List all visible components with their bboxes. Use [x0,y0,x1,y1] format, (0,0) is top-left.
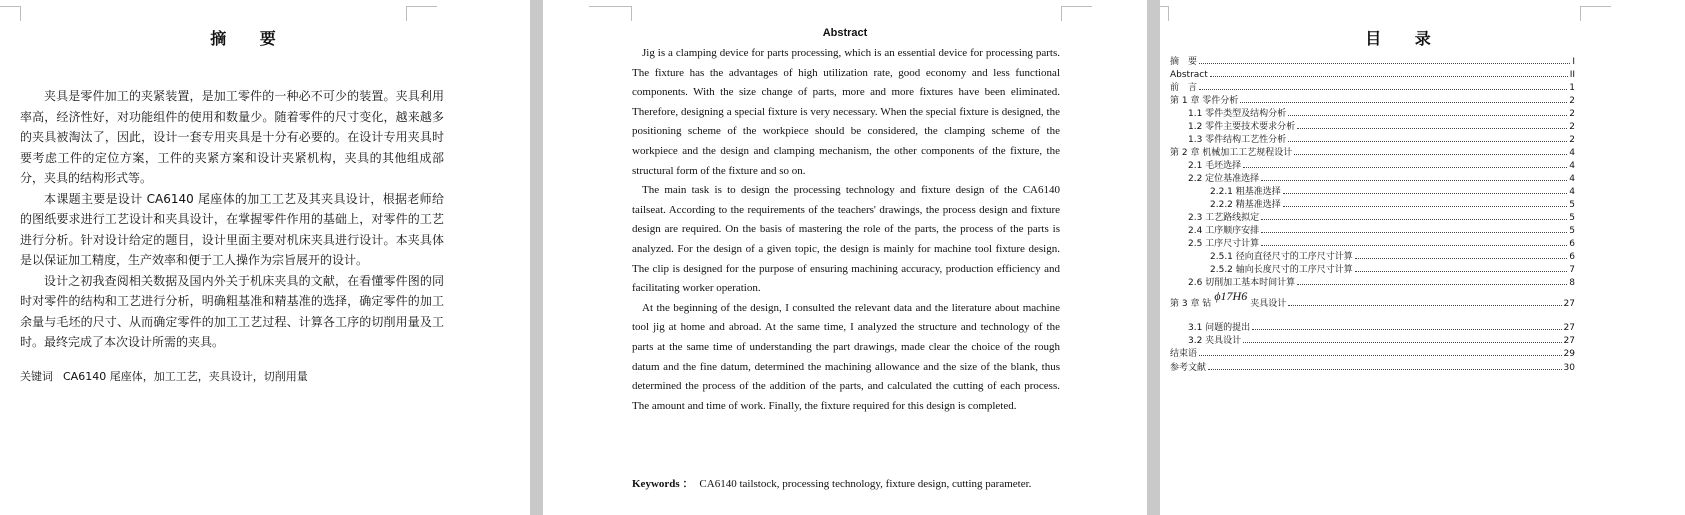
toc-leader-dots [1243,167,1567,168]
page-corner-mark [1580,6,1611,21]
toc-entry-label: 2.6 切削加工基本时间计算 [1188,278,1296,288]
keywords-text: CA6140 tailstock, processing technology, fixture design, cutting parameter. [699,478,1032,490]
toc-entry-page: 29 [1563,349,1575,359]
toc-leader-dots [1252,329,1561,330]
page-corner-mark [406,6,437,21]
toc-entry-page: 4 [1569,174,1575,184]
toc-entry-page: 4 [1569,148,1575,158]
toc-entry-page: 27 [1563,336,1575,346]
toc-entry-page: 1 [1569,83,1575,93]
toc-entry[interactable] [1170,262,1575,275]
toc-leader-dots [1261,219,1567,220]
toc-entry-page: 4 [1569,187,1575,197]
toc-entry[interactable] [1170,54,1575,67]
page-corner-mark [0,6,21,21]
english-keywords [632,477,1060,492]
paragraph: Jig is a clamping device for parts processing, which is an essential device for processing parts. The fixture has the advantages of high utilization rate, good economy and less functional components. With the size change of parts, more and more fixtures have been eliminated. Therefore, designing a special fixture is very necessary. When the special fixture is designed, the positioning scheme of the workpiece should be considered, the clamping scheme of the workpiece and the design and clamping mechanism, the other components of the fixture, the structural form of the fixture and so on. [632,47,1060,177]
toc-entry-label: 参考文献 [1170,363,1207,373]
chinese-keywords [20,368,460,384]
toc-entry-page: 27 [1563,323,1575,333]
toc-leader-dots [1297,284,1567,285]
toc-leader-dots [1199,89,1567,90]
toc-entry[interactable] [1170,119,1575,132]
paragraph: 夹具是零件加工的夹紧装置，是加工零件的一种必不可少的装置。夹具利用率高，经济性好，对功能组件的使用和数量少。随着零件的尺寸变化，越来越多的夹具被淘汰了，因此，设计一套专用夹具是十分有必要的。在设计专用夹具时要考虑工件的定位方案，工件的夹紧方案和设计夹紧机构，夹具的其他组成部分，夹具的结构形式等。 [20,89,444,185]
page-corner-mark [589,6,632,21]
toc-entry[interactable] [1170,171,1575,184]
toc-leader-dots [1210,76,1568,77]
toc-leader-dots [1288,305,1561,306]
toc-entry-page: 5 [1569,226,1575,236]
toc-entry[interactable] [1170,93,1575,106]
toc-entry-label: 1.3 零件结构工艺性分析 [1188,135,1287,145]
chinese-abstract-body [20,86,444,353]
toc-entry-page: 2 [1569,122,1575,132]
keywords-label: Keywords ： [632,478,694,490]
keywords-label: 关键词 [20,370,53,383]
toc-entry[interactable] [1170,158,1575,171]
toc-entry-label: 3.1 问题的提出 [1188,323,1251,333]
toc-entry-page: 5 [1569,213,1575,223]
keywords-text: CA6140 尾座体，加工工艺，夹具设计，切削用量 [63,370,308,383]
toc-entry-symbol: ϕ17H6 [1214,289,1248,303]
toc-entry[interactable] [1170,275,1575,288]
toc-entry[interactable] [1170,210,1575,223]
toc-entry-page: 30 [1563,363,1575,373]
toc-entry-page: I [1572,57,1575,67]
toc-leader-dots [1208,369,1562,370]
toc-entry-page: 27 [1563,299,1575,309]
english-abstract-title: Abstract [822,27,868,39]
toc-leader-dots [1355,271,1568,272]
toc-leader-dots [1240,102,1567,103]
toc-leader-dots [1355,258,1568,259]
toc-entry[interactable] [1170,67,1575,80]
toc-leader-dots [1297,128,1567,129]
paragraph: 设计之初我查阅相关数据及国内外关于机床夹具的文献，在看懂零件图的同时对零件的结构和工艺进行分析，明确粗基准和精基准的选择，确定零件的加工余量与毛坯的尺寸、从而确定零件的加工工艺过程、计算各工序的切削用量及工时。最终完成了本次设计所需的夹具。 [20,273,444,349]
toc-entry-label: 2.5.1 径向直径尺寸的工序尺寸计算 [1210,252,1353,262]
toc-entry[interactable] [1170,184,1575,197]
toc-entry[interactable] [1170,236,1575,249]
toc-leader-dots [1199,63,1570,64]
page-table-of-contents [1160,0,1685,515]
toc-entry-label: 2.5 工序尺寸计算 [1188,239,1260,249]
page-corner-mark [1061,6,1092,21]
toc-leader-dots [1199,355,1562,356]
toc-entry-label: 前 言 [1170,83,1198,93]
toc-entry-label: 2.2.1 粗基准选择 [1210,187,1281,197]
toc-entry-label: 第 3 章 钻 [1170,299,1212,309]
toc-entry-page: 4 [1569,161,1575,171]
toc-entry-label: 2.2.2 精基准选择 [1210,200,1281,210]
toc-entry[interactable] [1170,289,1575,309]
toc-leader-dots [1294,154,1567,155]
toc-leader-dots [1283,193,1568,194]
page-corner-mark [1160,6,1169,21]
page-english-abstract [543,0,1147,515]
toc-entry[interactable] [1170,346,1575,359]
toc-entry-label: 第 1 章 零件分析 [1170,96,1239,106]
toc-entry[interactable] [1170,223,1575,236]
toc-entry-page: II [1569,70,1575,80]
toc-entry-label: Abstract [1170,70,1208,80]
toc-entry[interactable] [1170,132,1575,145]
toc-entry-label: 2.1 毛坯选择 [1188,161,1242,171]
english-abstract-body [632,44,1060,416]
paragraph: At the beginning of the design, I consulted the relevant data and the literature about machine tool jig at home and abroad. At the same time, I analyzed the structure and technology of the parts at the same time of understanding the part drawings, made clear the choice of the rough datum and the fine datum, determined the machining allowance and the size of the blank, thus determined the process of the addition of the parts, and calculated the cutting of each process. The amount and time of work. Finally, the fixture required for this design is completed. [632,301,1060,412]
toc-entry[interactable] [1170,249,1575,262]
toc-entry-label: 2.2 定位基准选择 [1188,174,1260,184]
toc-entry-page: 7 [1569,265,1575,275]
toc-leader-dots [1283,206,1568,207]
toc-entry[interactable] [1170,197,1575,210]
toc-entry-label: 结束语 [1170,349,1198,359]
paragraph: The main task is to design the processing technology and fixture design of the CA6140 tailseat. According to the requirements of the teachers' drawings, the process design and fixture design are required. On the basis of mastering the role of the parts, the process of the parts is analyzed. For the design of a given topic, the design is mainly for machine tool fixture design. The clip is designed for the purpose of ensuring machining accuracy, production efficiency and facilitating worker operation. [632,184,1060,295]
toc-entry-page: 2 [1569,135,1575,145]
toc-entry-label: 摘 要 [1170,57,1198,67]
toc-leader-dots [1261,180,1567,181]
toc-entry[interactable] [1170,145,1575,158]
toc-entry-label: 2.5.2 轴向长度尺寸的工序尺寸计算 [1210,265,1353,275]
toc-entry-label: 3.2 夹具设计 [1188,336,1242,346]
toc-entry-label: 1.1 零件类型及结构分析 [1188,109,1287,119]
toc-entry-label: 2.3 工艺路线拟定 [1188,213,1260,223]
toc-entry-label: 1.2 零件主要技术要求分析 [1188,122,1296,132]
toc-leader-dots [1288,141,1567,142]
paragraph: 本课题主要是设计 CA6140 尾座体的加工工艺及其夹具设计，根据老师给的图纸要求进行工艺设计和夹具设计，在掌握零件作用的基础上，对零件的工艺进行分析。针对设计给定的题目，设计里面主要对机床夹具进行设计。本夹具体是以保证加工精度，生产效率和便于工人操作为宗旨展开的设计。 [20,191,444,267]
page-chinese-abstract [0,0,530,515]
toc-entry-page: 6 [1569,252,1575,262]
toc-entry-page: 2 [1569,109,1575,119]
toc-entry-page: 2 [1569,96,1575,106]
toc-entry[interactable] [1170,106,1575,119]
toc-entry-label: 2.4 工序顺序安排 [1188,226,1260,236]
toc-leader-dots [1261,232,1567,233]
toc-entry-label: 第 2 章 机械加工工艺规程设计 [1170,148,1293,158]
toc-entry[interactable] [1170,320,1575,333]
toc-entry-page: 6 [1569,239,1575,249]
toc-entry[interactable] [1170,360,1575,373]
toc-entry-label-after: 夹具设计 [1250,299,1287,309]
toc-entry[interactable] [1170,333,1575,346]
toc-leader-dots [1261,245,1567,246]
toc-entry[interactable] [1170,80,1575,93]
chinese-abstract-title: 摘 要 [210,29,290,48]
toc-leader-dots [1288,115,1567,116]
toc-leader-dots [1243,342,1561,343]
toc-title: 目 录 [1365,29,1445,48]
toc-entry-page: 5 [1569,200,1575,210]
toc-entry-page: 8 [1569,278,1575,288]
